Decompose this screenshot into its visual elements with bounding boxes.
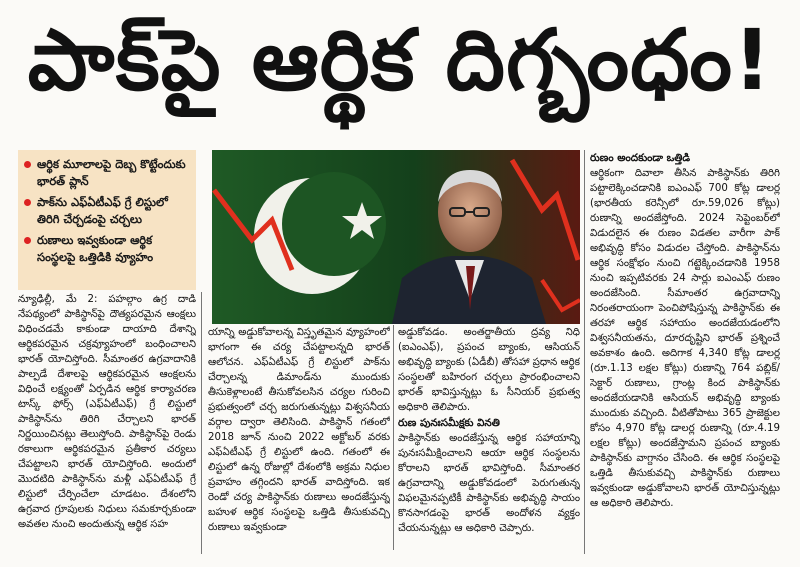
article-column-2: [208, 325, 390, 550]
headline: పాక్‌పై ఆర్థిక దిగ్బంధం!: [27, 10, 773, 109]
highlight-item: [24, 232, 190, 266]
flag-portrait-illustration: [212, 150, 580, 324]
bullet-dot-icon: [24, 161, 31, 168]
column-divider: [393, 325, 394, 550]
highlights-box: [18, 150, 196, 290]
body-text: ఆర్థికంగా దివాలా తీసిన పాకిస్థాన్‌కు తిరిగి పట్టాలెక్కించడానికి ఐఎంఎఫ్ 700 కోట్ల డాలర్ల (భారతీయ కరెన్సీలో రూ.59,026 కోట్లు) రుణాన్ని అందజేస్తోంది. 2024 సెప్టెంబర్‌లో విడుదలైన ఈ రుణం విడతల వారీగా పాక్ అభివృద్ధి కోసం విడుదల చేస్తోంది. పాకిస్థాన్‌ను ఆర్థిక సంక్షోభం నుంచి గట్టెక్కించడానికి 1958 నుంచి ఇప్పటివరకు 24 సార్లు ఐఎంఎఫ్ రుణం అందజేసింది. సీమాంతర ఉగ్రవాదాన్ని నిరంతరాయంగా పెంచిపోషిస్తున్న పాకిస్థాన్‌కు ఈ తరహా ఆర్థిక సహాయం అందజేయడంలోని విశ్వసనీయతను, దూరదృష్టిని భారత్ ప్రశ్నించే అవకాశం ఉంది. అదిగాక 4,340 కోట్ల డాలర్ల (రూ.1.13 లక్షల కోట్లు) రుణాన్ని 764 పబ్లిక్/సెక్టార్ రుణాలు, గ్రాంట్ల కింద పాకిస్థాన్‌కు అందజేయడానికి ఆసియన్ అభివృద్ధి బ్యాంకు ముందుకు వచ్చింది. వీటితోపాటు 365 ప్రాజెక్టుల కోసం 4,970 కోట్ల డాలర్ల రుణాన్ని (రూ.4.19 లక్షల కోట్లు) అందజేస్తామని ప్రపంచ బ్యాంకు పాకిస్థాన్‌కు వాగ్దానం చేసింది. ఈ ఆర్థిక సంస్థలపై ఒత్తిడి తీసుకువచ్చి పాకిస్థాన్‌కు రుణాలు ఇవ్వకుండా అడ్డుకోవాలని భారత్ యోచిస్తున్నట్లు ఆ అధికారి తెలిపారు.: [590, 168, 780, 509]
highlight-item: [24, 156, 190, 190]
article-column-4: [590, 150, 780, 554]
body-text: అడ్డుకోవడం. అంతర్జాతీయ ద్రవ్య నిధి (ఐఎంఎఫ్), ప్రపంచ బ్యాంకు, ఆసియన్ అభివృద్ధి బ్యాంకు (ఏడీబీ) తోసహా ప్రధాన ఆర్థిక సంస్థలతో బహిరంగ చర్చలు ప్రారంభించాలని భారత్ భావిస్తున్నట్లు ఓ సీనియర్ ప్రభుత్వ అధికారి తెలిపారు.: [398, 327, 580, 413]
body-text: న్యూఢిల్లీ, మే 2: పహల్గాం ఉగ్ర దాడి నేపథ్యంలో పాకిస్థాన్‌పై దౌత్యపరమైన ఆంక్షలు విధించడమే కాకుండా దాయాది దేశాన్ని ఆర్థికపరమైన చక్రవ్యూహంలో బంధించాలని భారత్ యోచిస్తోంది. సీమాంతర ఉగ్రవాదానికి పాల్పడే దేశాలపై ఆర్థికపరమైన ఆంక్షలను విధించే లక్ష్యంతో ఏర్పడిన ఆర్థిక కార్యాచరణ టాస్క్ ఫోర్స్ (ఎఫ్ఏటీఎఫ్) గ్రే లిస్టులో పాకిస్థాన్‌ను తిరిగి చేర్చాలని భారత్ నిర్ణయించినట్లు తెలుస్తోంది. పాకిస్థాన్‌పై రెండు రకాలుగా ఆర్థికపరమైన ప్రతీకార చర్యలు చేపట్టాలని భారత్ యోచిస్తోంది. అందులో మొదటిది పాకిస్థాన్‌ను మళ్లీ ఎఫ్ఏటీఎఫ్ గ్రే లిస్టులో చేర్పించేలా చూడటం. దేశంలోని ఉగ్రవాద గ్రూపులకు నిధులు సమకూర్చకుండా అవతల నుంచి అందుతున్న ఆర్థిక సహ: [18, 294, 196, 530]
section-subhead: రుణ పునఃసమీక్షకు వినతి: [398, 417, 500, 429]
bullet-dot-icon: [24, 199, 31, 206]
column-divider: [584, 150, 585, 554]
body-text: యాన్ని అడ్డుకోవాలన్న విస్తృతమైన వ్యూహంలో భాగంగా ఈ చర్య చేపట్టాలన్నది భారత్ ఆలోచన. ఎఫ్ఏటీఎఫ్ గ్రే లిస్టులో పాక్‌ను చేర్చాలన్న డిమాండ్‌ను ముందుకు తీసుకెళ్లాలంటే తీసుకోవలసిన చర్యల గురించి ప్రభుత్వంలో చర్చ జరుగుతున్నట్లు విశ్వసనీయ వర్గాల ద్వారా తెలిసింది. పాకిస్థాన్ గతంలో 2018 జూన్ నుంచి 2022 అక్టోబర్ వరకు ఎఫ్ఏటీఎఫ్ గ్రే లిస్టులో ఉంది. గతంలో ఈ లిస్టులో ఉన్న రోజుల్లో దేశంలోకి అక్రమ నిధుల ప్రవాహం తగ్గిందని భారత్ వాదిస్తోంది. ఇక రెండో చర్య పాకిస్థాన్‌కు రుణాలు అందజేస్తున్న బహుళ ఆర్థిక సంస్థలపై ఒత్తిడి తీసుకువచ్చి రుణాలు ఇవ్వకుండా: [208, 327, 390, 533]
bullet-dot-icon: [24, 237, 31, 244]
highlight-item: [24, 194, 190, 228]
section-subhead: రుణం అందకుండా ఒత్తిడి: [590, 152, 691, 164]
article-column-1: [18, 292, 196, 554]
highlight-text: రుణాలు ఇవ్వకుండా ఆర్థిక సంస్థలపై ఒత్తిడికి వ్యూహం: [37, 233, 154, 264]
highlight-text: పాక్‌ను ఎఫ్ఏటీఎఫ్ గ్రే లిస్టులో తిరిగి చేర్చడంపై చర్చలు: [37, 195, 168, 226]
column-divider: [201, 292, 202, 554]
lead-photo: [212, 150, 580, 324]
highlight-text: ఆర్థిక మూలాలపై దెబ్బ కొట్టేందుకు భారత్ ప్లాన్: [37, 157, 186, 188]
article-column-3: [398, 325, 580, 550]
body-text: పాకిస్థాన్‌కు అందజేస్తున్న ఆర్థిక సహాయాన్ని పునఃసమీక్షించాలని ఆయా ఆర్థిక సంస్థలను కోరాలని భారత్ భావిస్తోంది. సీమాంతర ఉగ్రవాదాన్ని అడ్డుకోవడంలో పెరుగుతున్న విఫలమైనప్పటికీ పాకిస్థాన్‌కు అభివృద్ధి సాయం కొనసాగడంపై భారత్ అందోళన వ్యక్తం చేయనున్నట్లు ఆ అధికారి చెప్పారు.: [398, 433, 580, 534]
